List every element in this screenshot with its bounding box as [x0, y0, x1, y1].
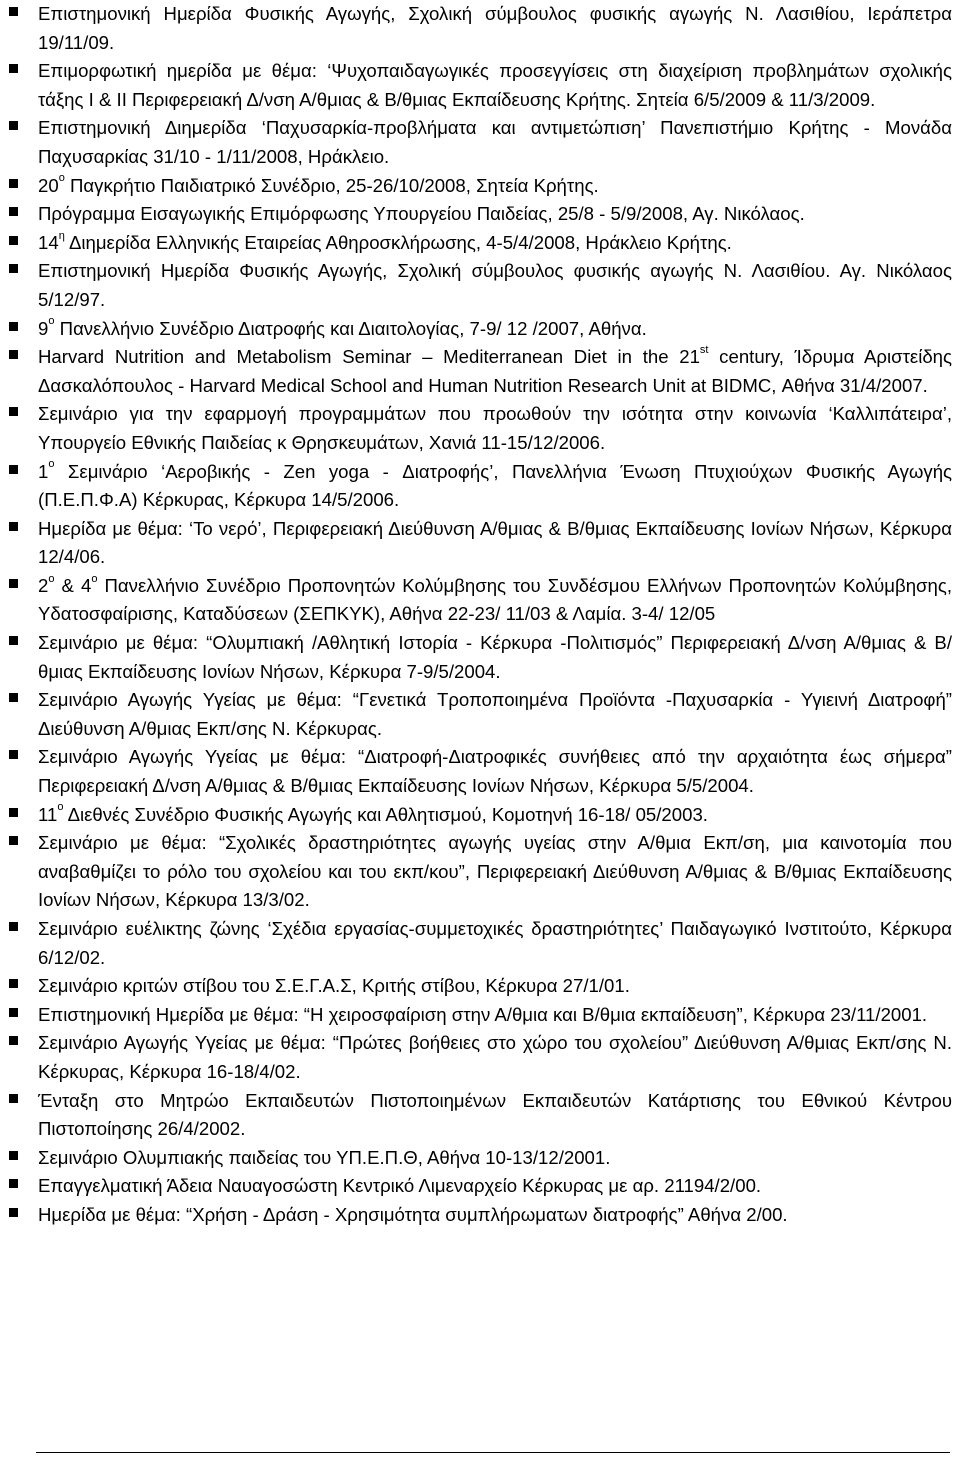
list-item [8, 172, 952, 201]
ordinal-superscript: ο [91, 572, 98, 585]
entry-text: Επιστημονική Ημερίδα με θέμα: “Η χειροσφαίριση στην Α/θμια και Β/θμια εκπαίδευση”, Κέρκυρα 23/11/2001. [38, 1003, 928, 1025]
list-item [8, 915, 952, 972]
entry-number: 20 [38, 174, 59, 196]
square-bullet-icon [9, 407, 18, 416]
square-bullet-icon [9, 350, 18, 359]
list-item [8, 315, 952, 344]
list-item [8, 400, 952, 457]
list-item [8, 972, 952, 1001]
ordinal-superscript: ο [48, 458, 55, 471]
list-item [8, 343, 952, 400]
list-item [8, 200, 952, 229]
entry-text: Σεμινάριο με θέμα: “Σχολικές δραστηριότητες αγωγής υγείας στην Α/θμια Εκπ/ση, μια καινοτομία που αναβαθμίζει το ρόλο του σχολείου και του εκπ/κου”, Περιφερειακή Διεύθυνση Α/θμιας & Β/θμιας Εκπαίδευσης Ιονίων Νήσων, Κέρκυρα 13/3/02. [38, 832, 952, 911]
ordinal-superscript: ο [57, 801, 64, 814]
ordinal-superscript: ο [58, 172, 65, 185]
list-item [8, 572, 952, 629]
square-bullet-icon [9, 264, 18, 273]
list-item [8, 114, 952, 171]
square-bullet-icon [9, 636, 18, 645]
entry-text: Σεμινάριο κριτών στίβου του Σ.Ε.Γ.Α.Σ, Κριτής στίβου, Κέρκυρα 27/1/01. [38, 975, 630, 997]
entry-number: 14 [38, 231, 59, 253]
list-item [8, 1001, 952, 1030]
entry-text: Διεθνές Συνέδριο Φυσικής Αγωγής και Αθλητισμού, Κομοτηνή 16-18/ 05/2003. [63, 803, 708, 825]
square-bullet-icon [9, 750, 18, 759]
entry-text: Σεμινάριο Αγωγής Υγείας με θέμα: “Πρώτες βοήθειες στο χώρο του σχολείου” Διεύθυνση Α/θμιας Εκπ/σης Ν. Κέρκυρας, Κέρκυρα 16-18/4/02. [38, 1032, 952, 1082]
entry-text: Επαγγελματική Άδεια Ναυαγοσώστη Κεντρικό Λιμεναρχείο Κέρκυρας με αρ. 21194/2/00. [38, 1175, 762, 1197]
list-item [8, 801, 952, 830]
entry-text: Επιμορφωτική ημερίδα με θέμα: ‘Ψυχοπαιδαγωγικές προσεγγίσεις στη διαχείριση προβλημάτων σχολικής τάξης Ι & ΙΙ Περιφερειακή Δ/νση Α/θμιας & Β/θμιας Εκπαίδευσης Κρήτης. Σητεία 6/5/2009 & 11/3/2009. [38, 60, 952, 110]
entry-text: Ένταξη στο Μητρώο Εκπαιδευτών Πιστοποιημένων Εκπαιδευτών Κατάρτισης του Εθνικού Κέντρου Πιστοποίησης 26/4/2002. [38, 1089, 952, 1140]
square-bullet-icon [9, 1208, 18, 1217]
square-bullet-icon [9, 979, 18, 988]
square-bullet-icon [9, 1151, 18, 1160]
entry-text: Σεμινάριο ‘Αεροβικής - Zen yoga - Διατροφής’, Πανελλήνια Ένωση Πτυχιούχων Φυσικής Αγωγής (Π.Ε.Π.Φ.Α) Κέρκυρας, Κέρκυρα 14/5/2006. [38, 460, 952, 511]
entry-number: 11 [38, 803, 58, 825]
entry-text: Διημερίδα Ελληνικής Εταιρείας Αθηροσκλήρωσης, 4-5/4/2008, Ηράκλειο Κρήτης. [64, 231, 732, 253]
square-bullet-icon [9, 1094, 18, 1103]
ordinal-superscript: ο [48, 572, 55, 585]
ordinal-superscript: ο [48, 315, 55, 328]
entry-text: Σεμινάριο με θέμα: “Ολυμπιακή /Αθλητική Ιστορία - Κέρκυρα -Πολιτισμός” Περιφερειακή Δ/νση Α/θμιας & Β/θμιας Εκπαίδευσης Ιονίων Νήσων, Κέρκυρα 7-9/5/2004. [38, 632, 952, 682]
list-item [8, 515, 952, 572]
square-bullet-icon [9, 64, 18, 73]
entry-number: 9 [38, 317, 49, 339]
entry-text: Harvard Nutrition and Metabolism Seminar – Mediterranean Diet in the 21 [38, 346, 700, 368]
entry-text: Σεμινάριο Αγωγής Υγείας με θέμα: “Γενετικά Τροποποιημένα Προϊόντα -Παχυσαρκία - Υγιεινή Διατροφή” Διεύθυνση Α/θμιας Εκπ/σης Ν. Κέρκυρας. [38, 689, 952, 739]
list-item [8, 1087, 952, 1144]
square-bullet-icon [9, 808, 18, 817]
list-item [8, 0, 952, 57]
entry-text: Σεμινάριο Ολυμπιακής παιδείας του ΥΠ.Ε.Π.Θ, Αθήνα 10-13/12/2001. [38, 1146, 611, 1168]
list-item [8, 686, 952, 743]
list-item [8, 1029, 952, 1086]
entry-number: 1 [38, 460, 49, 482]
list-item [8, 257, 952, 314]
square-bullet-icon [9, 1179, 18, 1188]
square-bullet-icon [9, 465, 18, 474]
list-item [8, 629, 952, 686]
entry-text: Σεμινάριο ευέλικτης ζώνης ‘Σχέδια εργασίας-συμμετοχικές δραστηριότητες’ Παιδαγωγικό Ινστιτούτο, Κέρκυρα 6/12/02. [38, 918, 952, 968]
entry-text: Επιστημονική Ημερίδα Φυσικής Αγωγής, Σχολική σύμβουλος φυσικής αγωγής Ν. Λασιθίου, Ιεράπετρα 19/11/09. [38, 3, 952, 53]
square-bullet-icon [9, 7, 18, 16]
list-item [8, 1144, 952, 1173]
square-bullet-icon [9, 236, 18, 245]
square-bullet-icon [9, 1036, 18, 1045]
ordinal-superscript: st [699, 343, 709, 356]
footer-divider [36, 1452, 950, 1453]
square-bullet-icon [9, 322, 18, 331]
entry-text: Επιστημονική Ημερίδα Φυσικής Αγωγής, Σχολική σύμβουλος φυσικής αγωγής Ν. Λασιθίου. Αγ. Νικόλαος 5/12/97. [38, 260, 952, 310]
list-item [8, 1201, 952, 1230]
entry-text: Επιστημονική Διημερίδα ‘Παχυσαρκία-προβλήματα και αντιμετώπιση’ Πανεπιστήμιο Κρήτης - Μονάδα Παχυσαρκίας 31/10 - 1/11/2008, Ηράκλειο. [38, 117, 952, 167]
training-list [8, 0, 952, 1230]
entry-number: 2 [38, 574, 49, 596]
entry-text: Σεμινάριο Αγωγής Υγείας με θέμα: “Διατροφή-Διατροφικές συνήθειες από την αρχαιότητα έως σήμερα” Περιφερειακή Δ/νση Α/θμιας & Β/θμιας Εκπαίδευσης Ιονίων Νήσων, Κέρκυρα 5/5/2004. [38, 746, 952, 797]
list-item [8, 1172, 952, 1201]
square-bullet-icon [9, 922, 18, 931]
square-bullet-icon [9, 693, 18, 702]
entry-number: & 4 [54, 574, 92, 596]
entry-text: Πανελλήνιο Συνέδριο Προπονητών Κολύμβησης του Συνδέσμου Ελλήνων Προπονητών Κολύμβησης, Υδατοσφαίρισης, Καταδύσεων (ΣΕΠΚΥΚ), Αθήνα 22-23/ 11/03 & Λαμία. 3-4/ 12/05 [38, 574, 953, 625]
list-item [8, 458, 952, 515]
square-bullet-icon [9, 121, 18, 130]
entry-text: Σεμινάριο για την εφαρμογή προγραμμάτων που προωθούν την ισότητα στην κοινωνία ‘Καλλιπάτειρα’, Υπουργείο Εθνικής Παιδείας κ Θρησκευμάτων, Χανιά 11-15/12/2006. [38, 403, 952, 453]
entry-text: Παγκρήτιο Παιδιατρικό Συνέδριο, 25-26/10/2008, Σητεία Κρήτης. [64, 174, 599, 196]
entry-text: Πρόγραμμα Εισαγωγικής Επιμόρφωσης Υπουργείου Παιδείας, 25/8 - 5/9/2008, Αγ. Νικόλαος. [38, 203, 805, 225]
square-bullet-icon [9, 579, 18, 588]
entry-text: century, Ίδρυμα Αριστείδης Δασκαλόπουλος - Harvard Medical School and Human Nutrition Research Unit at BIDMC, Αθήνα 31/4/2007. [38, 346, 952, 396]
list-item [8, 829, 952, 915]
square-bullet-icon [9, 522, 18, 531]
square-bullet-icon [9, 207, 18, 216]
square-bullet-icon [9, 1008, 18, 1017]
entry-text: Ημερίδα με θέμα: ‘Το νερό’, Περιφερειακή Διεύθυνση Α/θμιας & Β/θμιας Εκπαίδευσης Ιονίων Νήσων, Κέρκυρα 12/4/06. [38, 517, 952, 568]
square-bullet-icon [9, 836, 18, 845]
entry-text: Πανελλήνιο Συνέδριο Διατροφής και Διαιτολογίας, 7-9/ 12 /2007, Αθήνα. [54, 317, 647, 339]
entry-text: Ημερίδα με θέμα: “Χρήση - Δράση - Χρησιμότητα συμπλήρωματων διατροφής” Αθήνα 2/00. [38, 1203, 788, 1225]
list-item [8, 743, 952, 800]
list-item [8, 229, 952, 258]
square-bullet-icon [9, 179, 18, 188]
ordinal-superscript: η [58, 229, 65, 242]
list-item [8, 57, 952, 114]
